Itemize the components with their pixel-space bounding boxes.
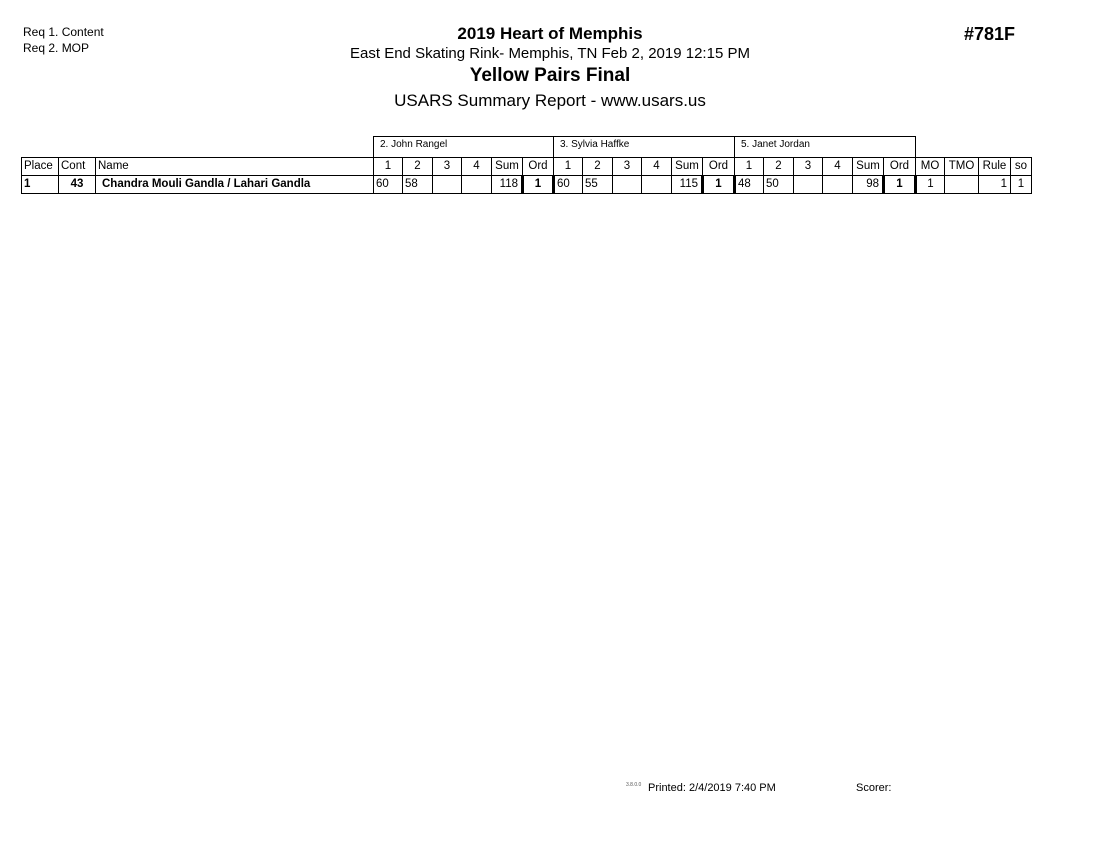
requirement-1: Req 1. Content bbox=[23, 25, 104, 39]
row-j1-score-3 bbox=[433, 176, 462, 194]
col-j1-score-2: 2 bbox=[403, 158, 433, 176]
row-j3-ord: 1 bbox=[884, 176, 916, 194]
table-header-row bbox=[22, 158, 1032, 176]
row-j3-score-4 bbox=[823, 176, 853, 194]
scorer-label: Scorer: bbox=[856, 782, 892, 794]
col-place: Place bbox=[22, 158, 59, 176]
col-j2-score-3: 3 bbox=[613, 158, 642, 176]
version-stamp: 3.8.0.0 bbox=[626, 782, 642, 788]
judge-header-2: 3. Sylvia Haffke bbox=[553, 136, 735, 157]
row-j3-score-3 bbox=[794, 176, 823, 194]
col-tmo: TMO bbox=[945, 158, 979, 176]
event-number: #781F bbox=[964, 24, 1016, 44]
row-place: 1 bbox=[22, 176, 59, 194]
printed-timestamp: Printed: 2/4/2019 7:40 PM bbox=[648, 782, 776, 794]
col-rule: Rule bbox=[979, 158, 1011, 176]
row-j3-sum: 98 bbox=[853, 176, 884, 194]
row-tmo bbox=[945, 176, 979, 194]
col-j3-score-3: 3 bbox=[794, 158, 823, 176]
row-j2-score-1: 60 bbox=[554, 176, 583, 194]
col-j2-score-2: 2 bbox=[583, 158, 613, 176]
competition-title: 2019 Heart of Memphis bbox=[457, 24, 643, 43]
row-j2-score-2: 55 bbox=[583, 176, 613, 194]
col-j1-ord: Ord bbox=[523, 158, 554, 176]
col-j1-score-3: 3 bbox=[433, 158, 462, 176]
col-cont: Cont bbox=[59, 158, 96, 176]
row-j3-score-1: 48 bbox=[735, 176, 764, 194]
col-name: Name bbox=[96, 158, 374, 176]
row-j2-score-4 bbox=[642, 176, 672, 194]
col-j2-score-1: 1 bbox=[554, 158, 583, 176]
row-j1-score-4 bbox=[462, 176, 492, 194]
row-mo: 1 bbox=[916, 176, 945, 194]
judge-header-3: 5. Janet Jordan bbox=[734, 136, 916, 157]
row-j2-ord: 1 bbox=[703, 176, 735, 194]
row-j1-sum: 118 bbox=[492, 176, 523, 194]
col-j3-score-2: 2 bbox=[764, 158, 794, 176]
row-cont: 43 bbox=[59, 176, 96, 194]
row-j2-score-3 bbox=[613, 176, 642, 194]
col-j3-score-1: 1 bbox=[735, 158, 764, 176]
col-j2-sum: Sum bbox=[672, 158, 703, 176]
row-j3-score-2: 50 bbox=[764, 176, 794, 194]
event-title: Yellow Pairs Final bbox=[469, 65, 631, 86]
col-j1-score-1: 1 bbox=[374, 158, 403, 176]
col-j3-score-4: 4 bbox=[823, 158, 853, 176]
col-j2-ord: Ord bbox=[703, 158, 735, 176]
row-j1-ord: 1 bbox=[523, 176, 554, 194]
row-j2-sum: 115 bbox=[672, 176, 703, 194]
row-so: 1 bbox=[1011, 176, 1032, 194]
col-j1-score-4: 4 bbox=[462, 158, 492, 176]
results-table bbox=[21, 157, 1032, 194]
report-title: USARS Summary Report - www.usars.us bbox=[394, 91, 706, 110]
col-j1-sum: Sum bbox=[492, 158, 523, 176]
row-rule: 1 bbox=[979, 176, 1011, 194]
requirement-2: Req 2. MOP bbox=[23, 41, 90, 55]
col-so: so bbox=[1011, 158, 1032, 176]
col-j2-score-4: 4 bbox=[642, 158, 672, 176]
col-mo: MO bbox=[916, 158, 945, 176]
table-row bbox=[22, 176, 1032, 194]
venue-date: East End Skating Rink- Memphis, TN Feb 2, 2019 12:15 PM bbox=[350, 45, 750, 62]
row-j1-score-1: 60 bbox=[374, 176, 403, 194]
row-name: Chandra Mouli Gandla / Lahari Gandla bbox=[96, 176, 374, 194]
judge-header-1: 2. John Rangel bbox=[373, 136, 554, 157]
row-j1-score-2: 58 bbox=[403, 176, 433, 194]
col-j3-sum: Sum bbox=[853, 158, 884, 176]
col-j3-ord: Ord bbox=[884, 158, 916, 176]
